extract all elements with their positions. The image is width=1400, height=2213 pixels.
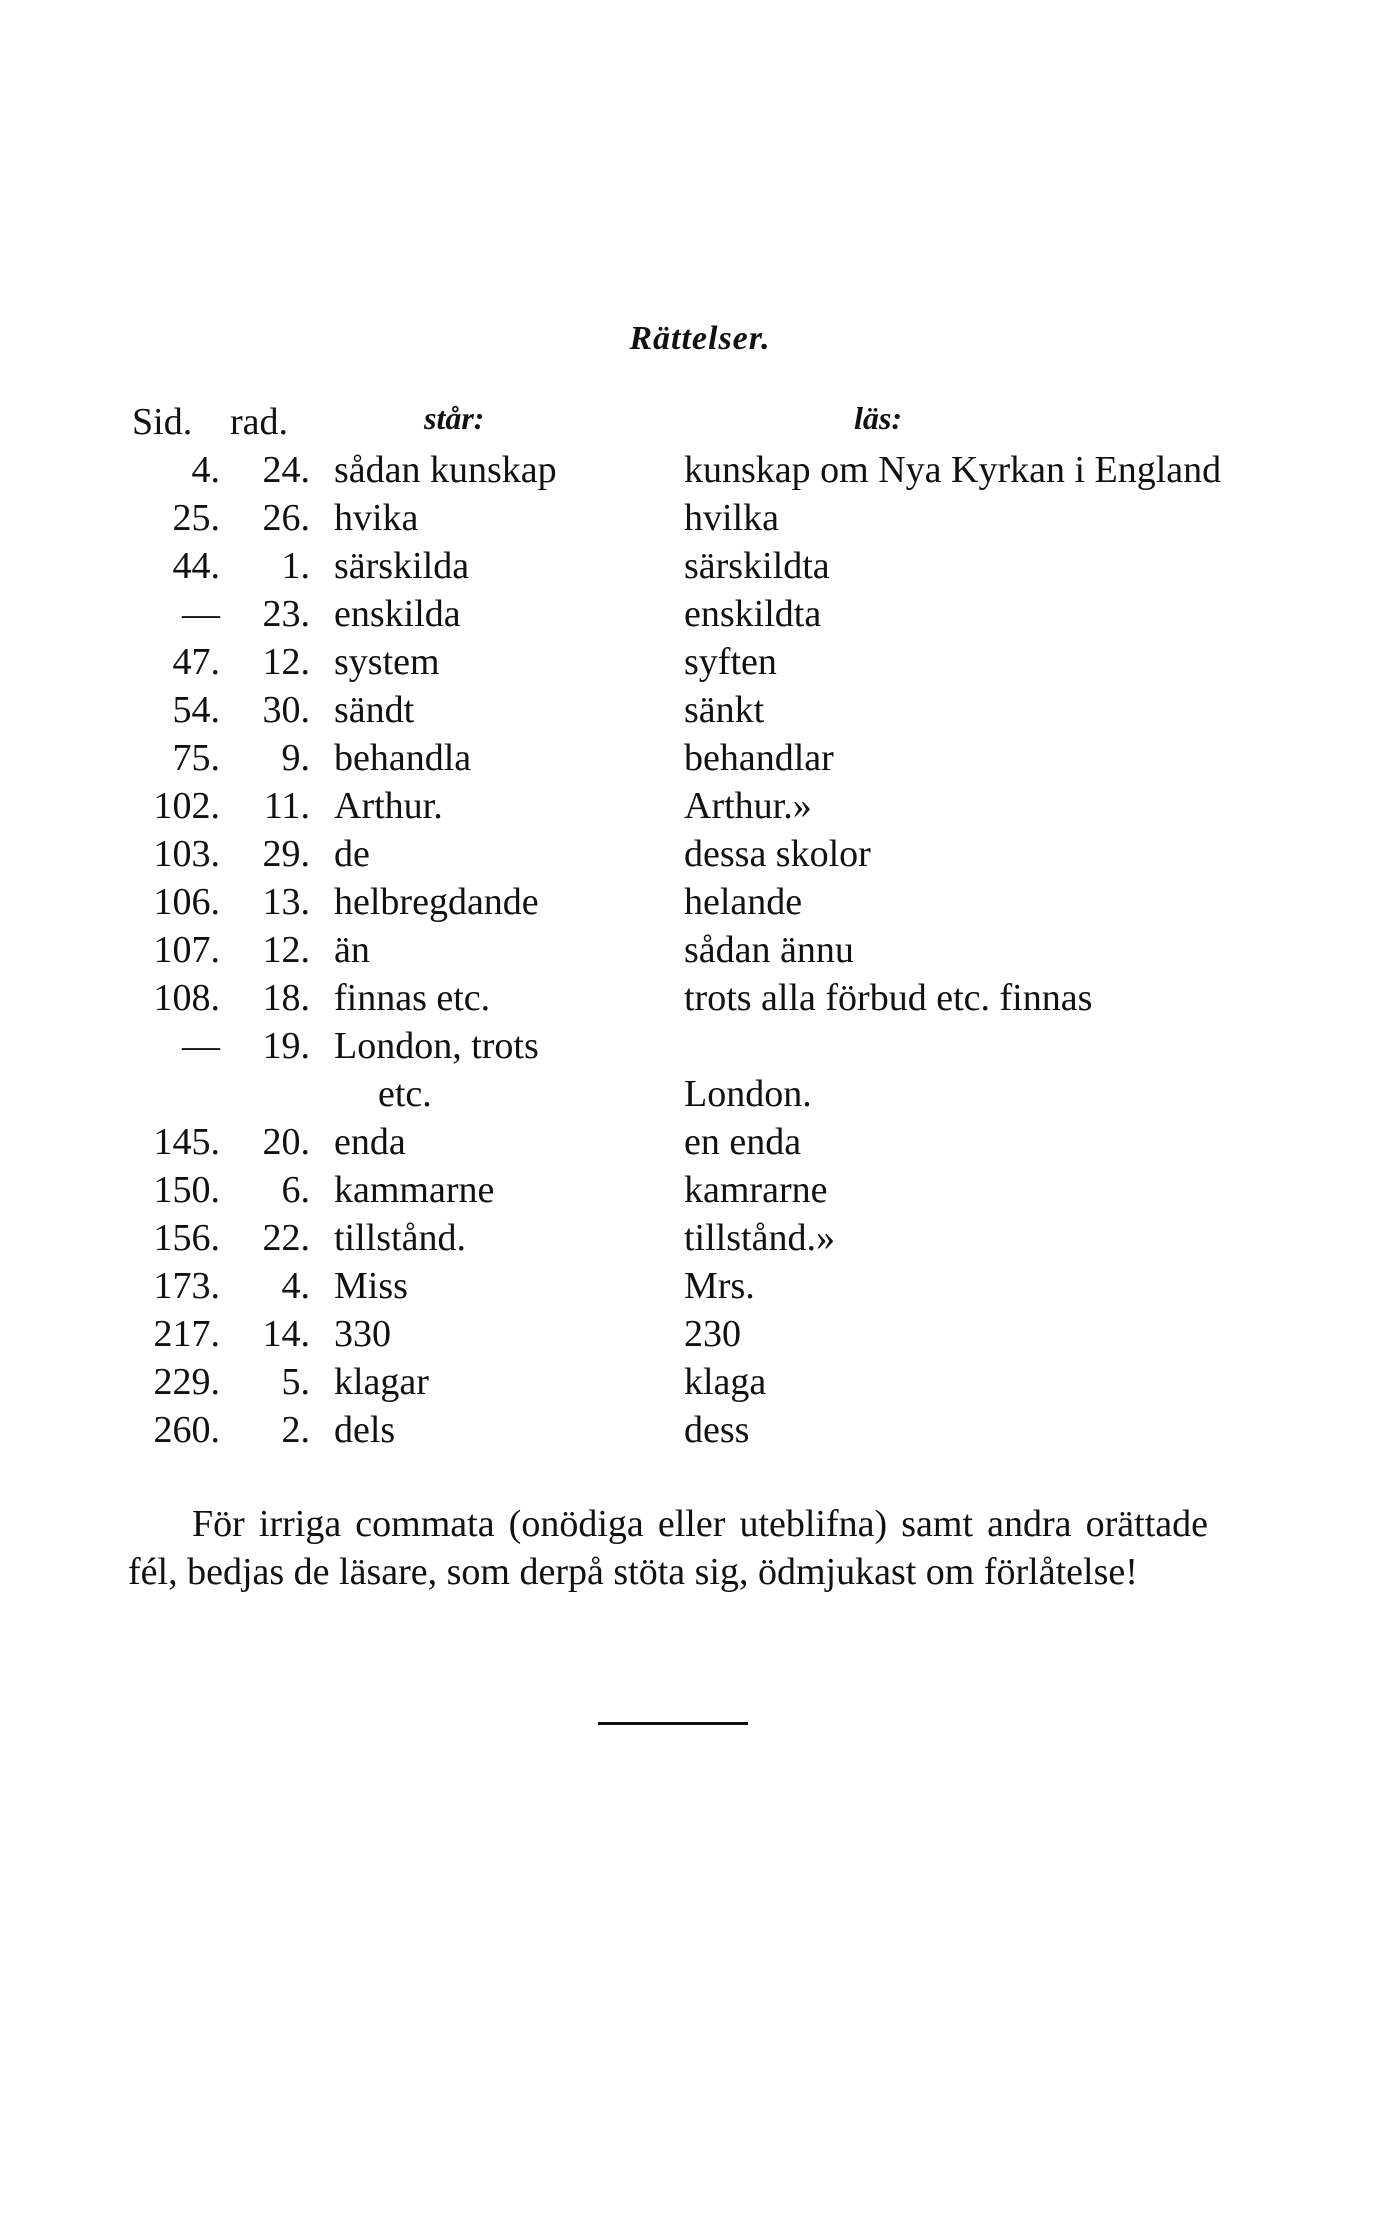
row-page-number: 54. xyxy=(172,689,220,731)
row-erroneous-text: tillstånd. xyxy=(334,1217,466,1259)
closing-rule xyxy=(598,1722,748,1725)
header-star: står: xyxy=(424,400,485,436)
row-erroneous-text: än xyxy=(334,929,370,971)
row-line-number: 18. xyxy=(262,977,310,1019)
row-line-number: 12. xyxy=(262,929,310,971)
row-line-number: 6. xyxy=(281,1169,310,1211)
table-row xyxy=(120,688,1284,736)
table-row xyxy=(120,1264,1284,1312)
row-erroneous-text: klagar xyxy=(334,1361,429,1403)
table-row xyxy=(120,784,1284,832)
row-erroneous-text: särskilda xyxy=(334,545,470,587)
row-erroneous-text: enda xyxy=(334,1121,406,1163)
table-row xyxy=(120,544,1284,592)
row-corrected-text: trots alla förbud etc. finnas xyxy=(684,977,1093,1019)
row-line-number: 9. xyxy=(281,737,310,779)
row-corrected-text: särskildta xyxy=(684,545,830,587)
row-line-number: 14. xyxy=(262,1313,310,1355)
table-row xyxy=(120,448,1284,496)
row-corrected-text xyxy=(684,1024,1284,1072)
row-page-number: 4. xyxy=(191,449,220,491)
row-erroneous-text: behandla xyxy=(334,737,472,779)
page-title: Rättelser. xyxy=(629,320,771,357)
row-corrected-text: kunskap om Nya Kyrkan i England xyxy=(684,449,1222,491)
row-page-number: 106. xyxy=(153,881,220,923)
row-erroneous-text: London, trots xyxy=(334,1025,539,1067)
row-page-number: 47. xyxy=(172,641,220,683)
table-row xyxy=(120,1168,1284,1216)
row-corrected-text: hvilka xyxy=(684,497,779,539)
row-line-number: 24. xyxy=(262,449,310,491)
row-corrected-text: kamrarne xyxy=(684,1169,828,1211)
row-line-number: 11. xyxy=(263,785,310,827)
row-page-number: 156. xyxy=(153,1217,220,1259)
row-erroneous-text: helbregdande xyxy=(334,881,539,923)
row-page-number: 173. xyxy=(153,1265,220,1307)
row-erroneous-text: Arthur. xyxy=(334,785,443,827)
row-page-number: 75. xyxy=(172,737,220,779)
row-page-number: 107. xyxy=(153,929,220,971)
row-corrected-text: tillstånd.» xyxy=(684,1217,835,1259)
table-row xyxy=(120,496,1284,544)
row-line-number: 1. xyxy=(281,545,310,587)
table-row xyxy=(120,880,1284,928)
row-erroneous-text: 330 xyxy=(334,1313,391,1355)
row-erroneous-text: kammarne xyxy=(334,1169,495,1211)
errata-rows xyxy=(120,448,1284,1456)
errata-table xyxy=(120,400,1284,1456)
header-rad: rad. xyxy=(230,401,289,443)
table-row xyxy=(120,592,1284,640)
header-row xyxy=(120,400,1284,448)
header-las: läs: xyxy=(854,400,902,436)
row-line-number xyxy=(230,1072,334,1120)
row-corrected-text: Mrs. xyxy=(684,1265,755,1307)
row-corrected-text: enskildta xyxy=(684,593,822,635)
row-erroneous-text: system xyxy=(334,641,440,683)
table-row xyxy=(120,976,1284,1024)
row-erroneous-text: enskilda xyxy=(334,593,461,635)
row-page-number: 25. xyxy=(172,497,220,539)
row-erroneous-text: sändt xyxy=(334,689,415,731)
table-row xyxy=(120,928,1284,976)
table-row xyxy=(120,1024,1284,1072)
errata-note: För irriga commata (onödiga eller uteblifna) samt andra orättade fél, bedjas de läsare, som derpå stöta sig, ödmjukast om förlåtelse! xyxy=(128,1503,1208,1593)
row-line-number: 23. xyxy=(262,593,310,635)
row-page-number: 217. xyxy=(153,1313,220,1355)
row-corrected-text: sådan ännu xyxy=(684,929,854,971)
row-page-number: 145. xyxy=(153,1121,220,1163)
row-line-number: 12. xyxy=(262,641,310,683)
table-row xyxy=(120,736,1284,784)
row-line-number: 19. xyxy=(262,1025,310,1067)
table-row xyxy=(120,1408,1284,1456)
row-corrected-text: dessa skolor xyxy=(684,833,871,875)
table-row xyxy=(120,832,1284,880)
table-row xyxy=(120,1312,1284,1360)
row-corrected-text: London. xyxy=(684,1073,812,1115)
row-line-number: 26. xyxy=(262,497,310,539)
table-row xyxy=(120,1120,1284,1168)
row-line-number: 20. xyxy=(262,1121,310,1163)
row-page-number: — xyxy=(182,593,220,635)
row-page-number: 229. xyxy=(153,1361,220,1403)
row-page-number: 103. xyxy=(153,833,220,875)
row-page-number: 108. xyxy=(153,977,220,1019)
row-page-number: — xyxy=(182,1025,220,1067)
row-corrected-text: 230 xyxy=(684,1313,741,1355)
row-corrected-text: sänkt xyxy=(684,689,765,731)
row-line-number: 30. xyxy=(262,689,310,731)
row-page-number: 44. xyxy=(172,545,220,587)
row-corrected-text: dess xyxy=(684,1409,750,1451)
row-corrected-text: en enda xyxy=(684,1121,802,1163)
row-line-number: 5. xyxy=(281,1361,310,1403)
row-page-number xyxy=(120,1072,230,1120)
row-erroneous-text: Miss xyxy=(334,1265,408,1307)
row-line-number: 29. xyxy=(262,833,310,875)
header-sid: Sid. xyxy=(132,401,193,443)
row-line-number: 2. xyxy=(281,1409,310,1451)
table-row xyxy=(120,1072,1284,1120)
row-line-number: 13. xyxy=(262,881,310,923)
row-erroneous-text: dels xyxy=(334,1409,396,1451)
table-row xyxy=(120,1360,1284,1408)
table-row xyxy=(120,640,1284,688)
row-line-number: 4. xyxy=(281,1265,310,1307)
row-corrected-text: Arthur.» xyxy=(684,785,812,827)
row-erroneous-text: hvika xyxy=(334,497,419,539)
row-erroneous-text: etc. xyxy=(378,1073,432,1115)
row-page-number: 102. xyxy=(153,785,220,827)
row-corrected-text: behandlar xyxy=(684,737,834,779)
row-corrected-text: syften xyxy=(684,641,777,683)
row-page-number: 260. xyxy=(153,1409,220,1451)
row-corrected-text: klaga xyxy=(684,1361,767,1403)
row-corrected-text: helande xyxy=(684,881,803,923)
row-line-number: 22. xyxy=(262,1217,310,1259)
row-erroneous-text: sådan kunskap xyxy=(334,449,557,491)
row-erroneous-text: finnas etc. xyxy=(334,977,491,1019)
table-row xyxy=(120,1216,1284,1264)
row-page-number: 150. xyxy=(153,1169,220,1211)
row-erroneous-text: de xyxy=(334,833,370,875)
